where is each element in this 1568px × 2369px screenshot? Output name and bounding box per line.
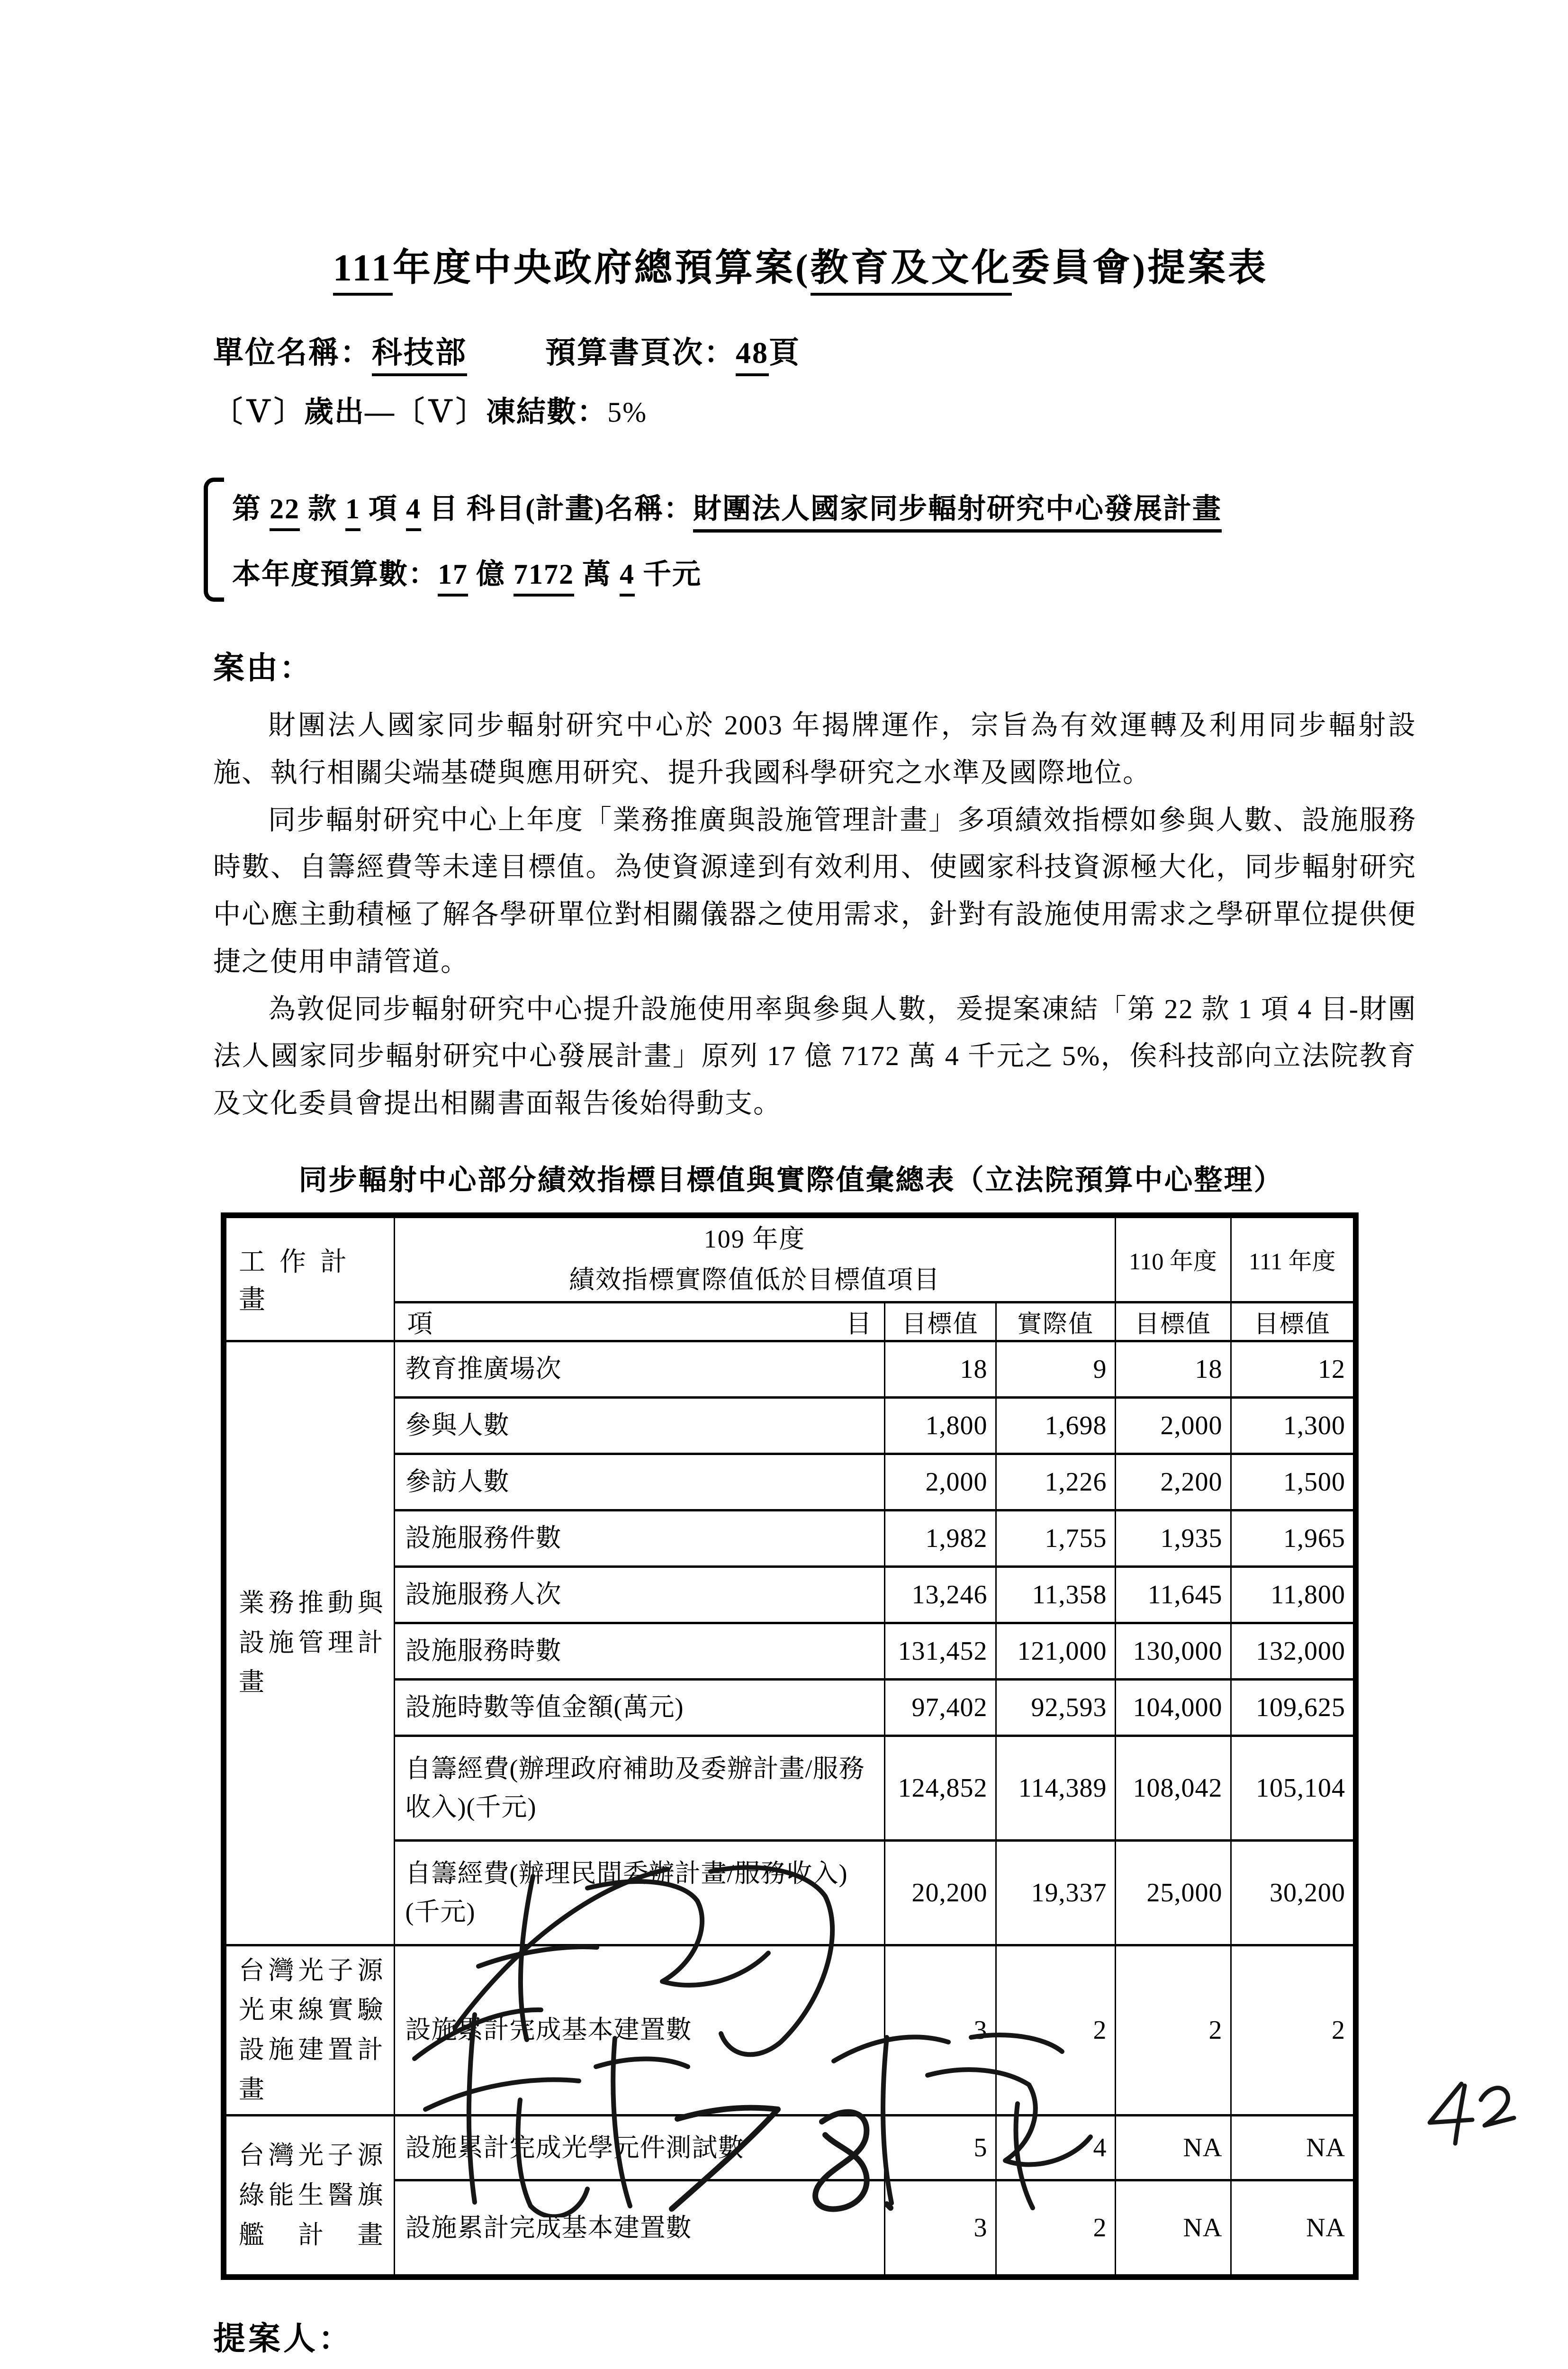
cell-actual-109: 1,698	[996, 1397, 1115, 1454]
header-109-desc: 績效指標實際值低於目標值項目	[569, 1266, 940, 1294]
cell-target-109: 1,800	[884, 1397, 996, 1454]
cell-actual-109: 92,593	[996, 1679, 1115, 1736]
header-item-left: 項	[407, 1309, 433, 1338]
unit-label: 單位名稱：	[213, 336, 372, 370]
performance-table	[221, 1212, 1359, 2280]
checkbox-expenditure: 〔Ｖ〕	[213, 396, 305, 428]
cell-target-110: 2,000	[1115, 1397, 1231, 1454]
header-109-year: 109 年度	[703, 1224, 806, 1253]
page-title	[185, 237, 1416, 291]
row-item: 設施服務件數	[394, 1510, 884, 1566]
cell-actual-109: 19,337	[996, 1840, 1115, 1945]
table-row	[224, 1945, 1356, 2116]
reason-paragraph-2: 同步輻射研究中心上年度「業務推廣與設施管理計畫」多項績效指標如參與人數、設施服務時數、自籌經費等未達目標值。為使資源達到有效利用、使國家科技資源極大化，同步輻射研究中心應主動積極了解各學研單位對相關儀器之使用需求，針對有設施使用需求之學研單位提供便捷之使用申請管道。	[213, 804, 1416, 977]
plan-tps-beamline: 台灣光子源光束線實驗設施建置計畫	[224, 1945, 394, 2116]
title-committee: 教育及文化	[811, 247, 1012, 296]
expenditure-label: 歲出—	[304, 396, 396, 428]
subject-pre: 第	[232, 493, 270, 524]
budget-label: 本年度預算數：	[232, 559, 438, 590]
cell-actual-109: 121,000	[996, 1623, 1115, 1679]
cell-target-111: 109,625	[1231, 1679, 1356, 1736]
row-item: 參訪人數	[394, 1454, 884, 1510]
cell-actual-109: 9	[996, 1341, 1115, 1397]
row-item: 設施累計完成基本建置數	[394, 2180, 884, 2278]
subject-name-value: 財團法人國家同步輻射研究中心發展計畫	[693, 493, 1222, 533]
reason-heading: 案由：	[213, 651, 313, 686]
budget-pages-suffix: 頁	[769, 336, 801, 370]
subject-name-label: 目 科目(計畫)名稱：	[421, 493, 693, 524]
freeze-percentage: 5%	[607, 397, 648, 428]
cell-target-111: 1,965	[1231, 1510, 1356, 1566]
cell-target-111: 30,200	[1231, 1840, 1356, 1945]
row-item: 參與人數	[394, 1397, 884, 1454]
budget-wan-unit: 萬	[574, 559, 620, 590]
freeze-line	[213, 388, 1416, 430]
cell-target-110: 2	[1115, 1945, 1231, 2116]
reason-paragraph-3: 為敦促同步輻射研究中心提升設施使用率與參與人數，爰提案凍結「第 22 款 1 項 4 目-財團法人國家同步輻射研究中心發展計畫」原列 17 億 7172 萬 4 千元之 5%，俟科技部向立法院教育及文化委員會提出相關書面報告後始得動支。	[213, 993, 1416, 1119]
cell-target-109: 124,852	[884, 1736, 996, 1840]
unit-value: 科技部	[372, 336, 467, 376]
table-header-row-1	[224, 1215, 1356, 1302]
cell-target-111: 1,300	[1231, 1397, 1356, 1454]
budget-wan-number: 7172	[514, 559, 574, 597]
checkbox-freeze: 〔Ｖ〕	[395, 396, 487, 428]
budget-yi-number: 17	[438, 559, 468, 597]
header-item-right: 目	[846, 1309, 872, 1338]
cell-target-110: 25,000	[1115, 1840, 1231, 1945]
cell-target-109: 2,000	[884, 1454, 996, 1510]
cell-actual-109: 1,755	[996, 1510, 1115, 1566]
cell-target-109: 97,402	[884, 1679, 996, 1736]
row-item: 設施時數等值金額(萬元)	[394, 1679, 884, 1736]
header-actual-109: 實際值	[996, 1302, 1115, 1341]
cell-target-109: 5	[884, 2116, 996, 2180]
cell-actual-109: 1,226	[996, 1454, 1115, 1510]
cell-target-110: NA	[1115, 2116, 1231, 2180]
row-item: 教育推廣場次	[394, 1341, 884, 1397]
unit-line	[213, 328, 1416, 372]
row-item: 自籌經費(辦理政府補助及委辦計畫/服務收入)(千元)	[394, 1736, 884, 1840]
header-target-109: 目標值	[884, 1302, 996, 1341]
cell-target-110: 1,935	[1115, 1510, 1231, 1566]
xiang-number: 1	[345, 493, 360, 531]
row-item: 設施累計完成基本建置數	[394, 1945, 884, 2116]
header-111-year: 111 年度	[1231, 1215, 1356, 1302]
cell-target-109: 3	[884, 1945, 996, 2116]
row-item: 自籌經費(辦理民間委辦計畫/服務收入)(千元)	[394, 1840, 884, 1945]
cell-target-110: 108,042	[1115, 1736, 1231, 1840]
row-item: 設施服務人次	[394, 1566, 884, 1623]
plan-business-promotion: 業務推動與設施管理計畫	[224, 1341, 394, 1945]
title-year-number: 111	[333, 247, 393, 296]
table-row	[224, 2116, 1356, 2180]
cell-target-110: 18	[1115, 1341, 1231, 1397]
reason-paragraph-1: 財團法人國家同步輻射研究中心於 2003 年揭牌運作，宗旨為有效運轉及利用同步輻射設施、執行相關尖端基礎與應用研究、提升我國科學研究之水準及國際地位。	[213, 710, 1416, 788]
cell-target-109: 131,452	[884, 1623, 996, 1679]
cell-target-109: 20,200	[884, 1840, 996, 1945]
budget-pages-label: 預算書頁次：	[545, 336, 736, 370]
cell-actual-109: 4	[996, 2116, 1115, 2180]
cell-target-111: 132,000	[1231, 1623, 1356, 1679]
cell-target-110: 130,000	[1115, 1623, 1231, 1679]
cell-actual-109: 11,358	[996, 1566, 1115, 1623]
title-mid: 年度中央政府總預算案(	[392, 247, 811, 289]
budget-yi-unit: 億	[468, 559, 514, 590]
row-item: 設施累計完成光學元件測試數	[394, 2116, 884, 2180]
cell-actual-109: 2	[996, 1945, 1115, 2116]
mu-number: 4	[406, 493, 421, 531]
subject-budget-block	[204, 478, 1416, 602]
kuan-number: 22	[270, 493, 300, 531]
title-end: 委員會)提案表	[1011, 247, 1269, 289]
header-109-span	[394, 1215, 1115, 1302]
subject-line	[232, 486, 1416, 527]
plan-tps-flagship: 台灣光子源綠能生醫旗艦計畫	[224, 2116, 394, 2278]
cell-target-109: 13,246	[884, 1566, 996, 1623]
header-workplan: 工作計畫	[224, 1215, 394, 1341]
proposer-label: 提案人：	[213, 2321, 354, 2357]
header-110-year: 110 年度	[1115, 1215, 1231, 1302]
table-title: 同步輻射中心部分績效指標目標值與實際值彙總表（立法院預算中心整理）	[298, 1164, 1284, 1196]
cell-target-111: 1,500	[1231, 1454, 1356, 1510]
budget-line	[232, 552, 1416, 592]
cell-target-111: 2	[1231, 1945, 1356, 2116]
header-target-110: 目標值	[1115, 1302, 1231, 1341]
header-target-111: 目標值	[1231, 1302, 1356, 1341]
cell-target-110: 11,645	[1115, 1566, 1231, 1623]
budget-qian-unit: 千元	[635, 559, 702, 590]
cell-target-111: 12	[1231, 1341, 1356, 1397]
cell-target-110: NA	[1115, 2180, 1231, 2278]
cell-target-110: 2,200	[1115, 1454, 1231, 1510]
freeze-label: 凍結數：	[486, 396, 608, 428]
cell-target-111: NA	[1231, 2180, 1356, 2278]
row-item: 設施服務時數	[394, 1623, 884, 1679]
cell-target-109: 18	[884, 1341, 996, 1397]
cell-target-110: 104,000	[1115, 1679, 1231, 1736]
budget-pages-value: 48	[736, 336, 769, 376]
cell-target-111: 105,104	[1231, 1736, 1356, 1840]
cell-target-109: 3	[884, 2180, 996, 2278]
xiang-label: 項	[360, 493, 406, 524]
table-row	[224, 1341, 1356, 1397]
reason-body	[213, 702, 1416, 1127]
cell-target-109: 1,982	[884, 1510, 996, 1566]
budget-qian-number: 4	[620, 559, 635, 597]
cell-target-111: NA	[1231, 2116, 1356, 2180]
cell-target-111: 11,800	[1231, 1566, 1356, 1623]
header-item	[394, 1302, 884, 1341]
kuan-label: 款	[300, 493, 345, 524]
cell-actual-109: 114,389	[996, 1736, 1115, 1840]
cell-actual-109: 2	[996, 2180, 1115, 2278]
